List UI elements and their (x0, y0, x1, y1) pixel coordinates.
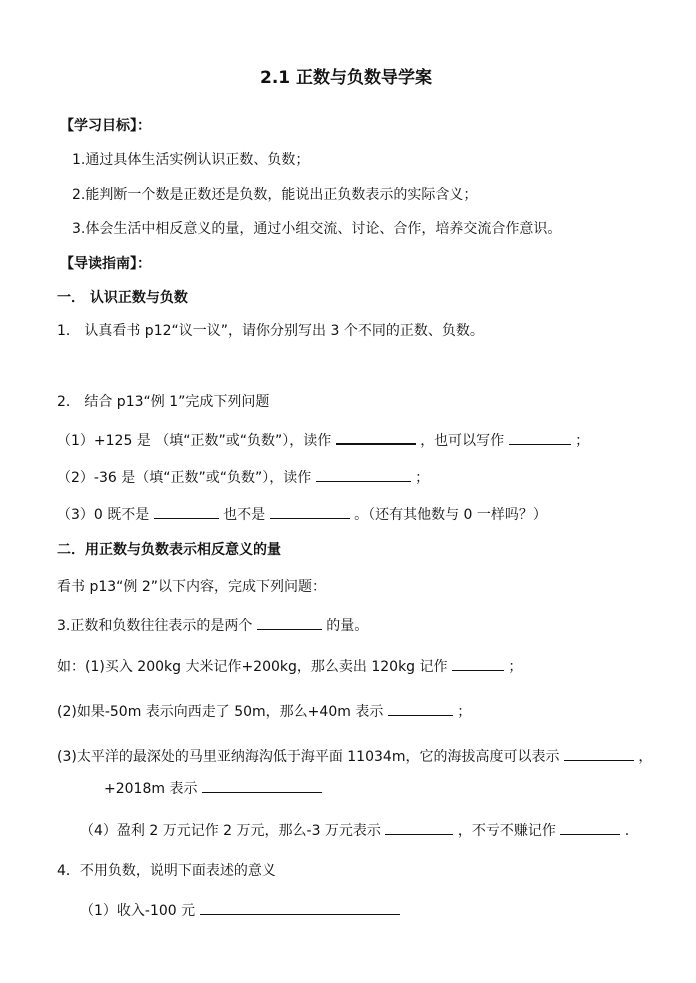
goals-heading: 【学习目标】： (60, 118, 151, 134)
example-2-text-b: ； (457, 704, 472, 720)
question-2-2-text-b: ； (415, 470, 430, 486)
question-3-text-a: 3.正数和负数往往表示的是两个 (57, 618, 253, 634)
question-2-1-text-c: ； (575, 433, 590, 449)
example-2-text-a: (2)如果-50m 表示向西走了 50m，那么+40m 表示 (57, 704, 384, 720)
question-4-1-text: （1）收入-100 元 (80, 903, 196, 919)
answer-blank[interactable] (270, 504, 350, 519)
question-2-2 (57, 467, 429, 487)
answer-blank[interactable] (200, 900, 400, 915)
answer-blank[interactable] (388, 701, 453, 716)
goal-item: 2.能判断一个数是正数还是负数，能说出正负数表示的实际含义； (72, 187, 478, 203)
question-2-3-text-a: （3）0 既不是 (57, 507, 150, 523)
answer-blank[interactable] (452, 656, 504, 671)
example-1-text-a: 如：(1)买入 200kg 大米记作+200kg，那么卖出 120kg 记作 (57, 659, 448, 675)
question-2-2-text-a: （2）-36 是（填“正数”或“负数”），读作 (57, 470, 312, 486)
page-title: 2.1 正数与负数导学案 (260, 68, 433, 88)
answer-blank[interactable] (316, 467, 411, 482)
section1-heading: 一． 认识正数与负数 (57, 290, 188, 306)
goal-item: 1.通过具体生活实例认识正数、负数； (72, 152, 310, 168)
answer-blank[interactable] (564, 746, 634, 761)
answer-blank[interactable] (385, 820, 453, 835)
question-2-3-text-b: 也不是 (223, 507, 266, 523)
question-3-text-b: 的量。 (326, 618, 369, 634)
example-3-text-c: +2018m 表示 (104, 781, 198, 797)
question-2-3-text-c: 。（还有其他数与 0 一样吗？） (354, 507, 547, 523)
example-4-text-a: （4）盈利 2 万元记作 2 万元，那么-3 万元表示 (80, 823, 381, 839)
question-1: 1． 认真看书 p12“议一议”，请你分别写出 3 个不同的正数、负数。 (57, 323, 484, 339)
section2-heading: 二．用正数与负数表示相反意义的量 (57, 542, 281, 558)
example-4-text-b: ，不亏不赚记作 (457, 823, 556, 839)
example-4-text-c: . (624, 823, 630, 839)
answer-blank[interactable] (154, 504, 219, 519)
example-3-continued (104, 778, 322, 798)
example-4 (80, 820, 629, 840)
answer-blank[interactable] (202, 778, 322, 793)
answer-blank[interactable] (257, 615, 322, 630)
example-1 (57, 656, 522, 676)
example-3-text-a: (3)太平洋的最深处的马里亚纳海沟低于海平面 11034m，它的海拔高度可以表示 (57, 749, 560, 765)
goal-item: 3.体会生活中相反意义的量，通过小组交流、讨论、合作，培养交流合作意识。 (72, 221, 562, 237)
question-2-1-text-b: ，也可以写作 (420, 433, 505, 449)
question-3 (57, 615, 368, 635)
question-2: 2． 结合 p13“例 1”完成下列问题 (57, 394, 270, 410)
section2-intro: 看书 p13“例 2”以下内容，完成下列问题： (57, 579, 327, 595)
question-2-1 (57, 429, 589, 450)
answer-blank[interactable] (509, 430, 571, 445)
example-3 (57, 746, 652, 766)
question-4-1 (80, 900, 400, 920)
answer-blank[interactable] (336, 429, 416, 445)
question-2-3 (57, 504, 547, 524)
example-3-text-b: ， (638, 749, 653, 765)
question-4: 4．不用负数，说明下面表述的意义 (57, 863, 276, 879)
question-2-1-text-a: （1）+125 是 （填“正数”或“负数”），读作 (57, 433, 332, 449)
example-2 (57, 701, 471, 721)
answer-blank[interactable] (560, 820, 620, 835)
guide-heading: 【导读指南】： (60, 256, 151, 272)
example-1-text-b: ； (508, 659, 523, 675)
